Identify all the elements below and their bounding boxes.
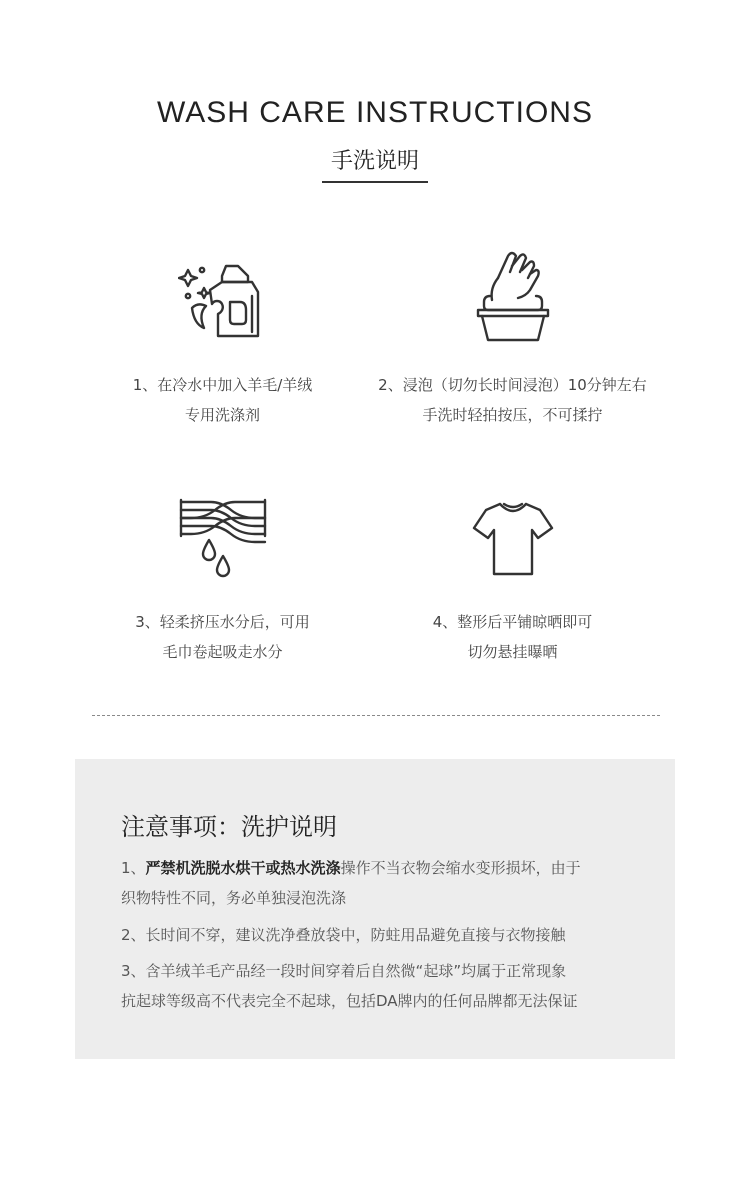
note-1-rest: 操作不当衣物会缩水变形损坏，由于 bbox=[340, 859, 581, 877]
step-4-line-2: 切勿悬挂曝晒 bbox=[467, 643, 558, 661]
notes-title: 注意事项：洗护说明 bbox=[121, 813, 337, 841]
step-3-line-1: 3、轻柔挤压水分后，可用 bbox=[135, 613, 310, 631]
note-1-line-1 bbox=[121, 857, 581, 878]
page-title-zh: 手洗说明 bbox=[330, 149, 419, 174]
step-1-line-2: 专用洗涤剂 bbox=[184, 406, 260, 424]
step-1-line-1: 1、在冷水中加入羊毛/羊绒 bbox=[132, 376, 313, 394]
step-3-line-2: 毛巾卷起吸走水分 bbox=[162, 643, 283, 661]
note-1-line-2: 织物特性不同，务必单独浸泡洗涤 bbox=[121, 889, 347, 907]
notes-panel bbox=[75, 759, 675, 1059]
dashed-divider bbox=[92, 715, 660, 716]
step-4-line-1: 4、整形后平铺晾晒即可 bbox=[432, 613, 593, 631]
page-title-en: WASH CARE INSTRUCTIONS bbox=[157, 96, 593, 129]
note-1-prefix: 1、 bbox=[121, 859, 146, 877]
step-2-line-1: 2、浸泡（切勿长时间浸泡）10分钟左右 bbox=[378, 376, 647, 394]
step-2-line-2: 手洗时轻拍按压，不可揉拧 bbox=[422, 406, 603, 424]
note-2: 2、长时间不穿，建议洗净叠放袋中，防蛀用品避免直接与衣物接触 bbox=[121, 926, 566, 944]
note-1-emphasis: 严禁机洗脱水烘干或热水洗涤 bbox=[145, 859, 341, 877]
note-3-line-2: 抗起球等级高不代表完全不起球，包括DA牌内的任何品牌都无法保证 bbox=[121, 992, 578, 1010]
title-underline bbox=[322, 181, 428, 183]
note-3-line-1: 3、含羊绒羊毛产品经一段时间穿着后自然微“起球”均属于正常现象 bbox=[121, 962, 567, 980]
hand-washing-basin-icon bbox=[325, 248, 700, 348]
tshirt-icon bbox=[325, 494, 700, 594]
